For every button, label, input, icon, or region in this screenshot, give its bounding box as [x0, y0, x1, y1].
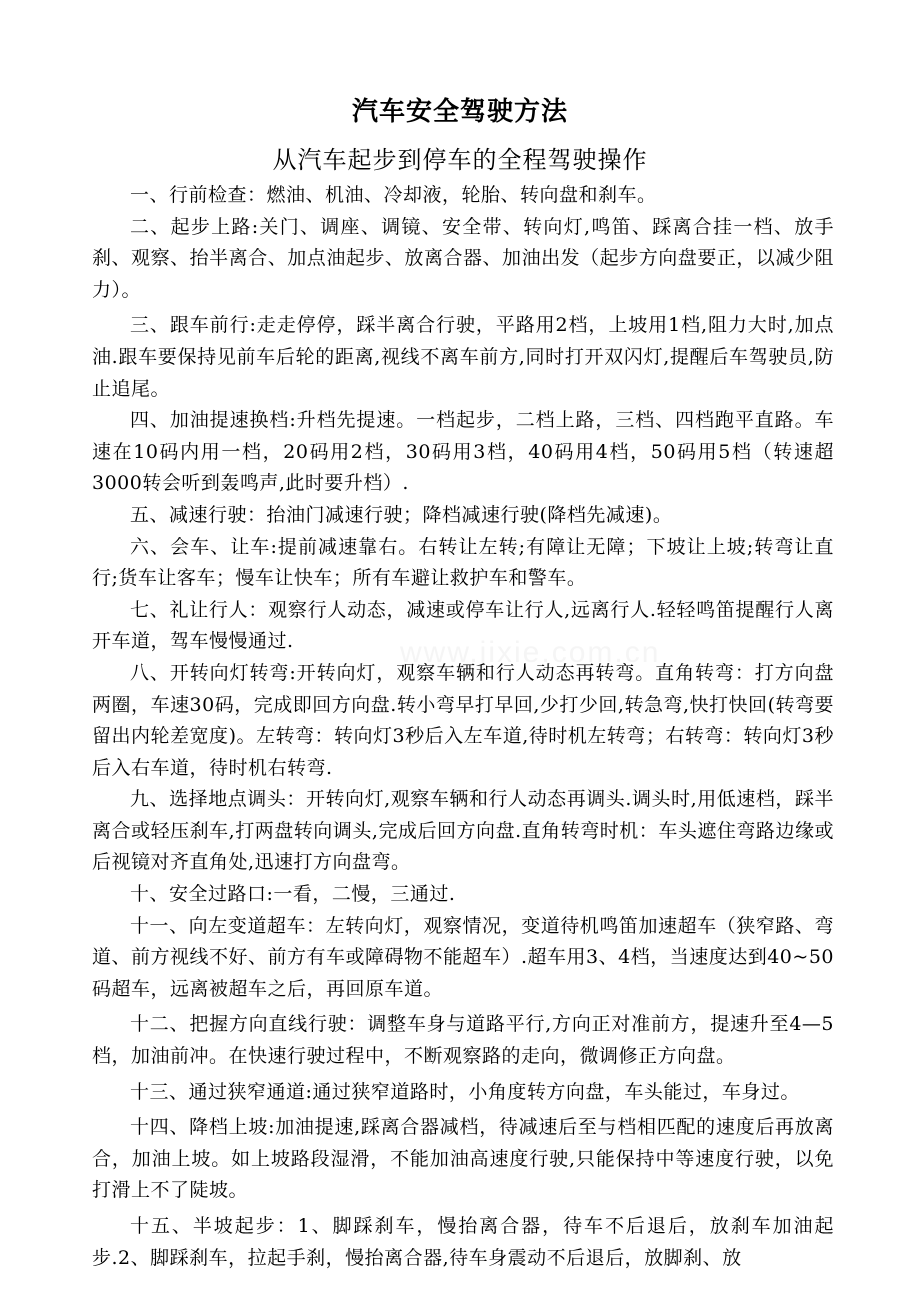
- paragraph-9-u-turn: 九、选择地点调头：开转向灯,观察车辆和行人动态再调头.调头时,用低速档，踩半离合或轻压刹车,打两盘转向调头,完成后回方向盘.直角转弯时机：车头遮住弯路边缘或后视镜对齐直角处,迅速打方向盘弯。: [92, 788, 834, 874]
- watermark: www.jixie.com.cn: [400, 636, 661, 669]
- paragraph-15-hill-start: 十五、半坡起步：1、脚踩刹车，慢抬离合器，待车不后退后，放刹车加油起步.2、脚踩刹车，拉起手刹，慢抬离合器,待车身震动不后退后，放脚刹、放: [92, 1215, 834, 1269]
- paragraph-13-narrow-passage: 十三、通过狭窄通道:通过狭窄道路时，小角度转方向盘，车头能过，车身过。: [130, 1080, 800, 1103]
- paragraph-10-intersection: 十、安全过路口:一看，二慢，三通过.: [130, 883, 456, 906]
- document-body: [92, 180, 834, 1274]
- paragraph-1-pre-drive-check: 一、行前检查：燃油、机油、冷却液，轮胎、转向盘和刹车。: [130, 184, 657, 206]
- paragraph-14-downshift-uphill: 十四、降档上坡:加油提速,踩离合器减档，待减速后至与档相匹配的速度后再放离合，加油上坡。如上坡路段湿滑，不能加油高速度行驶,只能保持中等速度行驶，以免打滑上不了陡坡。: [92, 1116, 834, 1202]
- paragraph-11-overtaking: 十一、向左变道超车：左转向灯，观察情况，变道待机鸣笛加速超车（狭窄路、弯道、前方视线不好、前方有车或障碍物不能超车）.超车用3、4档，当速度达到40~50码超车，远离被超车之后，再回原车道。: [92, 914, 834, 1000]
- paragraph-12-straight-line: 十二、把握方向直线行驶：调整车身与道路平行,方向正对准前方，提速升至4—5档，加油前冲。在快速行驶过程中，不断观察路的走向，微调修正方向盘。: [92, 1013, 834, 1068]
- paragraph-7-pedestrians: 七、礼让行人：观察行人动态，减速或停车让行人,远离行人.轻轻鸣笛提醒行人离开车道，驾车慢慢通过.: [92, 598, 834, 653]
- paragraph-8-turning: 八、开转向灯转弯:开转向灯，观察车辆和行人动态再转弯。直角转弯：打方向盘两圈，车速30码，完成即回方向盘.转小弯早打早回,少打少回,转急弯,快打快回(转弯要留出内轮差宽度)。左转弯：转向灯3秒后入左车道,待时机左转弯；右转弯：转向灯3秒后入右车道，待时机右转弯.: [92, 661, 834, 779]
- paragraph-3-following: 三、跟车前行:走走停停，踩半离合行驶，平路用2档，上坡用1档,阻力大时,加点油.跟车要保持见前车后轮的距离,视线不离车前方,同时打开双闪灯,提醒后车驾驶员,防止追尾。: [92, 314, 834, 400]
- document-subtitle: 从汽车起步到停车的全程驾驶操作: [272, 146, 648, 174]
- paragraph-4-accelerate-shift: 四、加油提速换档:升档先提速。一档起步，二档上路，三档、四档跑平直路。车速在10码内用一档，20码用2档，30码用3档，40码用4档，50码用5档（转速超3000转会听到轰鸣声,此时要升档）.: [92, 409, 834, 495]
- paragraph-2-starting-off: 二、起步上路:关门、调座、调镜、安全带、转向灯,鸣笛、踩离合挂一档、放手刹、观察、抬半离合、加点油起步、放离合器、加油出发（起步方向盘要正，以减少阻力）。: [92, 215, 834, 301]
- document-title: 汽车安全驾驶方法: [351, 97, 568, 127]
- paragraph-5-decelerate: 五、减速行驶：抬油门减速行驶；降档减速行驶(降档先减速)。: [130, 503, 673, 526]
- paragraph-6-passing-yielding: 六、会车、让车:提前减速靠右。右转让左转;有障让无障；下坡让上坡;转弯让直行;货车让客车；慢车让快车；所有车避让救护车和警车。: [92, 535, 834, 590]
